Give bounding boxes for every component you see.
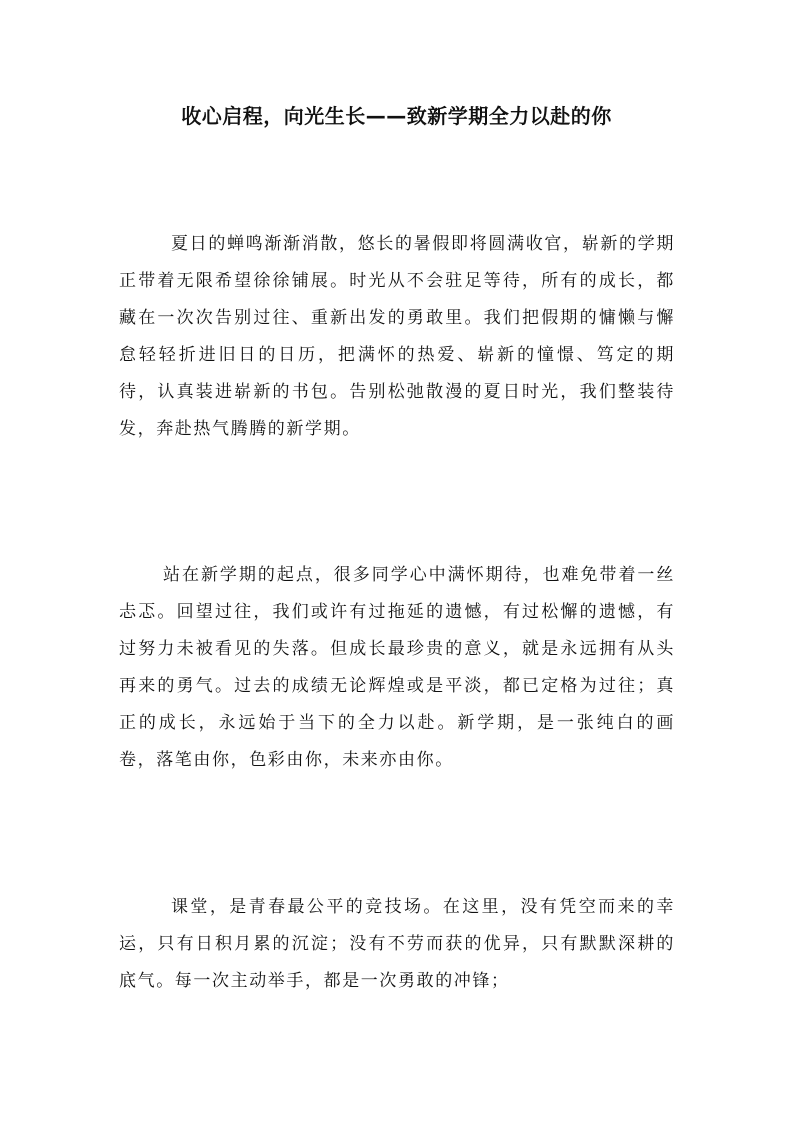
paragraph-3: 课堂，是青春最公平的竞技场。在这里，没有凭空而来的幸运，只有日积月累的沉淀；没有不劳而获的优异，只有默默深耕的底气。每一次主动举手，都是一次勇敢的冲锋； (119, 897, 675, 991)
paragraph-2: 站在新学期的起点，很多同学心中满怀期待，也难免带着一丝忐忑。回望过往，我们或许有过拖延的遗憾，有过松懈的遗憾，有过努力未被看见的失落。但成长最珍贵的意义，就是永远拥有从头再来的勇气。过去的成绩无论辉煌或是平淡，都已定格为过往；真正的成长，永远始于当下的全力以赴。新学期，是一张纯白的画卷，落笔由你，色彩由你，未来亦由你。 (119, 565, 675, 770)
paragraph-1: 夏日的蝉鸣渐渐消散，悠长的暑假即将圆满收官，崭新的学期正带着无限希望徐徐铺展。时光从不会驻足等待，所有的成长，都藏在一次次告别过往、重新出发的勇敢里。我们把假期的慵懒与懈怠轻轻折进旧日的日历，把满怀的热爱、崭新的憧憬、笃定的期待，认真装进崭新的书包。告别松弛散漫的夏日时光，我们整装待发，奔赴热气腾腾的新学期。 (119, 234, 675, 439)
document-title: 收心启程，向光生长——致新学期全力以赴的你 (181, 104, 612, 128)
